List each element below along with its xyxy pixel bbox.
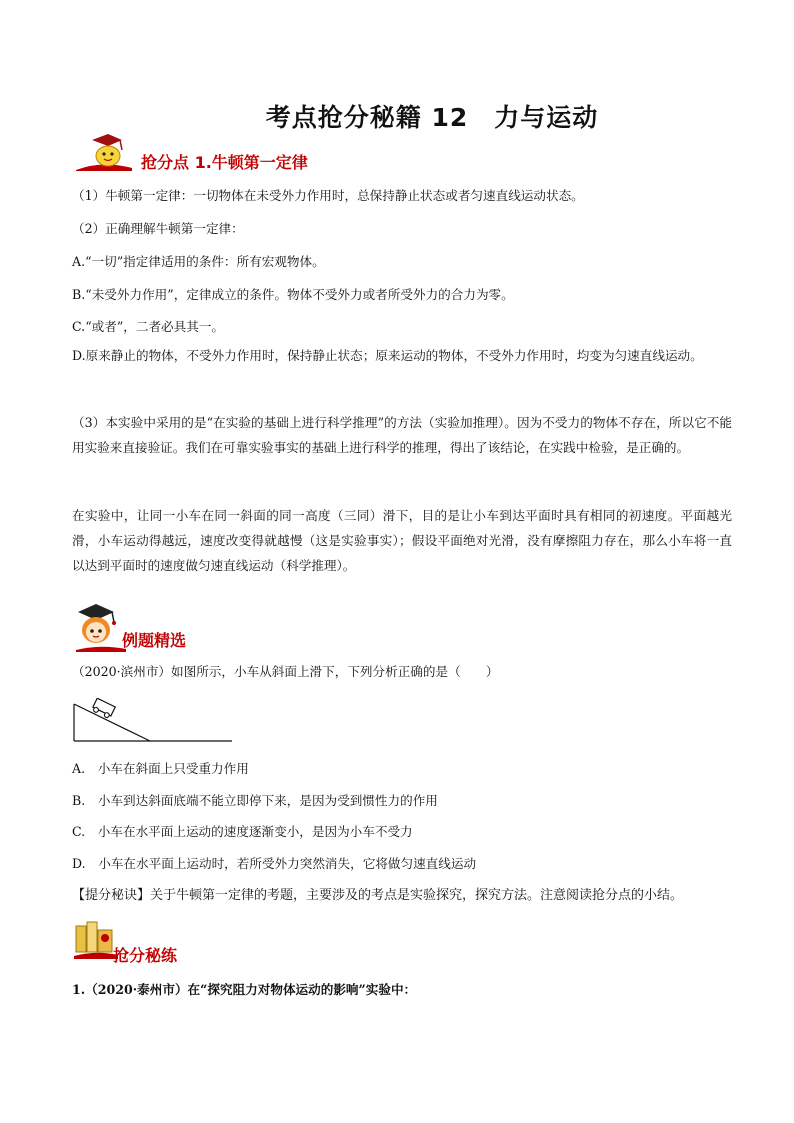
cartoon-girl-icon	[72, 600, 128, 652]
paragraph: A.“一切”指定律适用的条件：所有宏观物体。	[72, 254, 325, 269]
paragraph: 在实验中，让同一小车在同一斜面的同一高度（三同）滑下，目的是让小车到达平面时具有相同的初速度。平面越光滑，小车运动得越远，速度改变得就越慢（这是实验事实）；假设平面绝对光滑，没有摩擦阻力存在，那么小车将一直以达到平面时的速度做匀速直线运动（科学推理）。	[72, 508, 732, 573]
paragraph: C.“或者”，二者必具其一。	[72, 319, 225, 334]
incline-diagram	[72, 698, 232, 748]
paragraph: B.“未受外力作用”，定律成立的条件。物体不受外力或者所受外力的合力为零。	[72, 287, 514, 302]
cartoon-graduate-icon	[72, 130, 134, 172]
section-heading: 抢分点 1.牛顿第一定律	[141, 153, 308, 172]
page-title: 考点抢分秘籍 12 力与运动	[265, 103, 599, 132]
section-heading: 例题精选	[122, 631, 187, 650]
paragraph: （3）本实验中采用的是“在实验的基础上进行科学推理”的方法（实验加推理）。因为不受力的物体不存在，所以它不能用实验来直接验证。我们在可靠实验事实的基础上进行科学的推理，得出了该结论，在实践中检验，是正确的。	[72, 415, 732, 455]
option-a: A. 小车在斜面上只受重力作用	[72, 761, 249, 776]
paragraph: D.原来静止的物体，不受外力作用时，保持静止状态；原来运动的物体，不受外力作用时，均变为匀速直线运动。	[72, 348, 703, 363]
option-d: D. 小车在水平面上运动时，若所受外力突然消失，它将做匀速直线运动	[72, 856, 477, 871]
paragraph: （2）正确理解牛顿第一定律：	[72, 221, 244, 236]
section-heading: 抢分秘练	[113, 946, 178, 965]
option-c: C. 小车在水平面上运动的速度逐渐变小，是因为小车不受力	[72, 824, 413, 839]
option-b: B. 小车到达斜面底端不能立即停下来，是因为受到惯性力的作用	[72, 793, 438, 808]
tip-text: 【提分秘诀】关于牛顿第一定律的考题，主要涉及的考点是实验探究，探究方法。注意阅读抢分点的小结。	[72, 888, 684, 903]
paragraph: （1）牛顿第一定律：一切物体在未受外力作用时，总保持静止状态或者匀速直线运动状态。	[72, 188, 584, 203]
question-text: （2020·滨州市）如图所示，小车从斜面上滑下，下列分析正确的是（ ）	[72, 664, 499, 679]
question-text: 1.（2020·泰州市）在“探究阻力对物体运动的影响”实验中：	[72, 982, 417, 997]
